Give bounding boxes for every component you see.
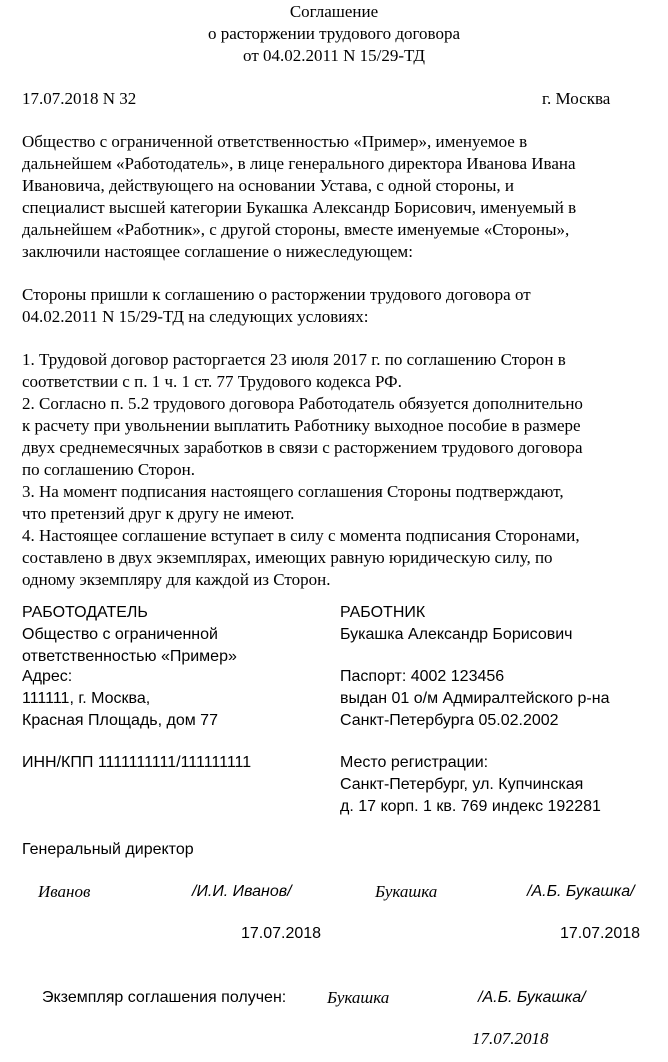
- signatory-position: Генеральный директор: [22, 841, 194, 858]
- term-line: 3. На момент подписания настоящего соглашения Стороны подтверждают,: [22, 482, 564, 501]
- term-line: 2. Согласно п. 5.2 трудового договора Работодатель обязуется дополнительно: [22, 394, 583, 413]
- intro-line: 04.02.2011 N 15/29-ТД на следующих условиях:: [22, 307, 369, 326]
- term-line: 4. Настоящее соглашение вступает в силу с момента подписания Сторонами,: [22, 526, 580, 545]
- receipt-date: 17.07.2018: [472, 1029, 549, 1048]
- employer-heading: РАБОТОДАТЕЛЬ: [22, 604, 148, 621]
- employee-signature-date: 17.07.2018: [560, 925, 641, 942]
- preamble-line: Ивановича, действующего на основании Устава, с одной стороны, и: [22, 176, 514, 195]
- preamble-line: Общество с ограниченной ответственностью «Пример», именуемое в: [22, 132, 528, 151]
- preamble-line: дальнейшем «Работник», с другой стороны, вместе именуемые «Стороны»,: [22, 220, 570, 239]
- employer-name-line: Общество с ограниченной: [22, 626, 218, 643]
- receipt-signature-name: /А.Б. Букашка/: [478, 989, 586, 1006]
- employee-registration-label: Место регистрации:: [340, 754, 489, 771]
- employee-signature-name: /А.Б. Букашка/: [527, 883, 635, 900]
- employer-address-line: 111111, г. Москва,: [22, 690, 151, 707]
- intro-line: Стороны пришли к соглашению о расторжении трудового договора от: [22, 285, 531, 304]
- document-date-number: 17.07.2018 N 32: [22, 89, 137, 108]
- receipt-label: Экземпляр соглашения получен:: [42, 989, 287, 1006]
- term-line: 1. Трудовой договор расторгается 23 июля 2017 г. по соглашению Сторон в: [22, 350, 566, 369]
- employee-passport-issued: Санкт-Петербурга 05.02.2002: [340, 712, 559, 729]
- term-line: составлено в двух экземплярах, имеющих равную юридическую силу, по: [22, 548, 553, 567]
- employer-name-line: ответственностью «Пример»: [22, 648, 237, 665]
- document-subtitle: о расторжении трудового договора: [207, 24, 460, 43]
- term-line: что претензий друг к другу не имеют.: [22, 504, 295, 523]
- employee-name: Букашка Александр Борисович: [340, 626, 573, 643]
- preamble-line: дальнейшем «Работодатель», в лице генерального директора Иванова Ивана: [22, 154, 576, 173]
- employee-signature: Букашка: [375, 882, 438, 901]
- employer-signature: Иванов: [38, 882, 91, 901]
- employee-passport-issued: выдан 01 о/м Адмиралтейского р-на: [340, 690, 610, 707]
- employer-inn: ИНН/КПП 1111111111/111111111: [22, 754, 252, 771]
- receipt-signature: Букашка: [327, 988, 390, 1007]
- employee-heading: РАБОТНИК: [340, 604, 426, 621]
- contract-reference: от 04.02.2011 N 15/29-ТД: [243, 46, 425, 65]
- term-line: по соглашению Сторон.: [22, 460, 195, 479]
- employer-signature-name: /И.И. Иванов/: [192, 883, 292, 900]
- employer-address-line: Красная Площадь, дом 77: [22, 712, 218, 729]
- preamble-line: специалист высшей категории Букашка Александр Борисович, именуемый в: [22, 198, 577, 217]
- document-city: г. Москва: [542, 89, 611, 108]
- term-line: соответствии с п. 1 ч. 1 ст. 77 Трудового кодекса РФ.: [22, 372, 402, 391]
- preamble-line: заключили настоящее соглашение о нижеследующем:: [22, 242, 413, 261]
- employee-registration-line: д. 17 корп. 1 кв. 769 индекс 192281: [340, 798, 601, 815]
- employee-passport: Паспорт: 4002 123456: [340, 668, 505, 685]
- employer-signature-date: 17.07.2018: [241, 925, 322, 942]
- term-line: одному экземпляру для каждой из Сторон.: [22, 570, 331, 589]
- term-line: двух среднемесячных заработков в связи с расторжением трудового договора: [22, 438, 583, 457]
- document-title: Соглашение: [289, 2, 379, 21]
- employer-address-label: Адрес:: [22, 668, 73, 685]
- term-line: к расчету при увольнении выплатить Работнику выходное пособие в размере: [22, 416, 581, 435]
- employee-registration-line: Санкт-Петербург, ул. Купчинская: [340, 776, 584, 793]
